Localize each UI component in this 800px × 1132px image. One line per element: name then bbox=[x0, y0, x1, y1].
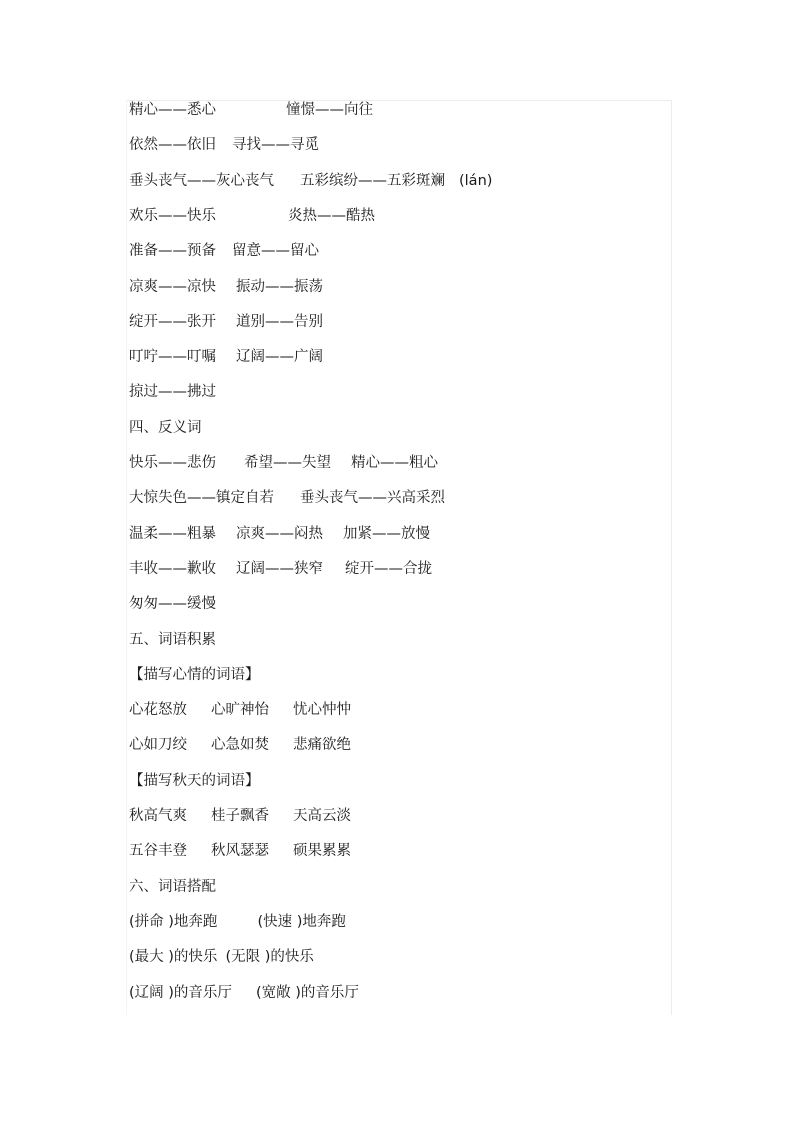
text-line bbox=[129, 204, 375, 228]
text-segment: 心旷神怡 bbox=[211, 702, 269, 719]
text-segment: 硕果累累 bbox=[293, 843, 351, 860]
text-segment: 炎热——酷热 bbox=[288, 207, 375, 224]
text-line bbox=[129, 522, 430, 546]
text-segment: 心如刀绞 bbox=[129, 737, 187, 754]
text-segment: 【描写心情的词语】 bbox=[129, 666, 260, 683]
text-line bbox=[129, 557, 432, 581]
text-segment: 桂子飘香 bbox=[211, 808, 269, 824]
text-segment: 希望——失望 bbox=[244, 455, 331, 471]
text-line bbox=[129, 380, 216, 404]
text-line bbox=[129, 169, 492, 193]
text-segment: 悲痛欲绝 bbox=[293, 737, 351, 754]
text-segment: 憧憬——向往 bbox=[286, 102, 373, 118]
text-line bbox=[129, 239, 319, 263]
text-line bbox=[129, 310, 323, 334]
text-segment: 加紧——放慢 bbox=[343, 525, 430, 542]
text-segment: 辽阔——广阔 bbox=[236, 349, 323, 366]
text-segment: 振动——振荡 bbox=[236, 278, 323, 295]
document-page bbox=[126, 100, 672, 1015]
text-segment: 精心——粗心 bbox=[351, 455, 438, 471]
text-line bbox=[129, 486, 445, 510]
text-line bbox=[129, 663, 260, 687]
text-segment: 垂头丧气——兴高采烈 bbox=[300, 490, 445, 507]
text-segment: 道别——告别 bbox=[236, 313, 323, 330]
text-line bbox=[129, 416, 202, 440]
text-segment: 心花怒放 bbox=[129, 702, 187, 719]
text-segment: 留意——留心 bbox=[232, 243, 319, 260]
text-segment: (拼命 )地奔跑 bbox=[129, 913, 218, 930]
text-segment: 绽开——合拢 bbox=[345, 560, 432, 577]
text-segment: 六、词语搭配 bbox=[129, 878, 216, 895]
text-segment: (无限 )的快乐 bbox=[225, 949, 314, 966]
text-segment: 秋风瑟瑟 bbox=[211, 843, 269, 860]
text-segment: 辽阔——狭窄 bbox=[236, 560, 323, 577]
text-segment: 垂头丧气——灰心丧气 bbox=[129, 172, 274, 189]
text-segment: 凉爽——闷热 bbox=[236, 525, 323, 542]
text-line bbox=[129, 839, 351, 863]
text-segment: 秋高气爽 bbox=[129, 808, 187, 824]
text-segment: 【描写秋天的词语】 bbox=[129, 772, 260, 789]
text-line bbox=[129, 733, 351, 757]
text-segment: 准备——预备 bbox=[129, 243, 216, 260]
text-segment: 叮咛——叮嘱 bbox=[129, 349, 216, 366]
text-segment: 精心——悉心 bbox=[129, 102, 216, 118]
text-line bbox=[129, 275, 323, 299]
text-line bbox=[129, 451, 438, 475]
text-segment: 快乐——悲伤 bbox=[129, 455, 216, 471]
text-segment: (快速 )地奔跑 bbox=[257, 913, 346, 930]
text-line bbox=[129, 345, 323, 369]
text-segment: 欢乐——快乐 bbox=[129, 207, 216, 224]
text-segment: 寻找——寻觅 bbox=[232, 137, 319, 154]
text-segment: 温柔——粗暴 bbox=[129, 525, 216, 542]
text-line bbox=[129, 133, 319, 157]
text-segment: 掠过——拂过 bbox=[129, 384, 216, 401]
text-segment: 四、反义词 bbox=[129, 419, 202, 436]
text-line bbox=[129, 981, 359, 1005]
text-line bbox=[129, 910, 346, 934]
text-segment: 大惊失色——镇定自若 bbox=[129, 490, 274, 507]
text-segment: 五谷丰登 bbox=[129, 843, 187, 860]
text-segment: 匆匆——缓慢 bbox=[129, 596, 216, 613]
text-segment: 凉爽——凉快 bbox=[129, 278, 216, 295]
text-segment: 丰收——歉收 bbox=[129, 560, 216, 577]
text-line bbox=[129, 804, 351, 828]
text-line bbox=[129, 769, 260, 793]
text-segment: (最大 )的快乐 bbox=[129, 949, 218, 966]
text-segment: 心急如焚 bbox=[211, 737, 269, 754]
text-segment: 五彩缤纷——五彩斑斓 bbox=[300, 172, 445, 189]
text-segment: 依然——依旧 bbox=[129, 137, 216, 154]
text-segment: (宽敞 )的音乐厅 bbox=[255, 984, 359, 1001]
text-line bbox=[129, 945, 314, 969]
text-segment: 忧心忡忡 bbox=[293, 702, 351, 719]
text-line bbox=[129, 628, 216, 652]
text-segment: (lán) bbox=[459, 172, 493, 189]
text-segment: 五、词语积累 bbox=[129, 631, 216, 648]
text-line bbox=[129, 698, 351, 722]
text-line bbox=[129, 875, 216, 899]
text-line bbox=[129, 98, 373, 122]
text-segment: (辽阔 )的音乐厅 bbox=[129, 984, 232, 1001]
text-segment: 绽开——张开 bbox=[129, 313, 216, 330]
text-line bbox=[129, 592, 216, 616]
text-segment: 天高云淡 bbox=[293, 808, 351, 824]
